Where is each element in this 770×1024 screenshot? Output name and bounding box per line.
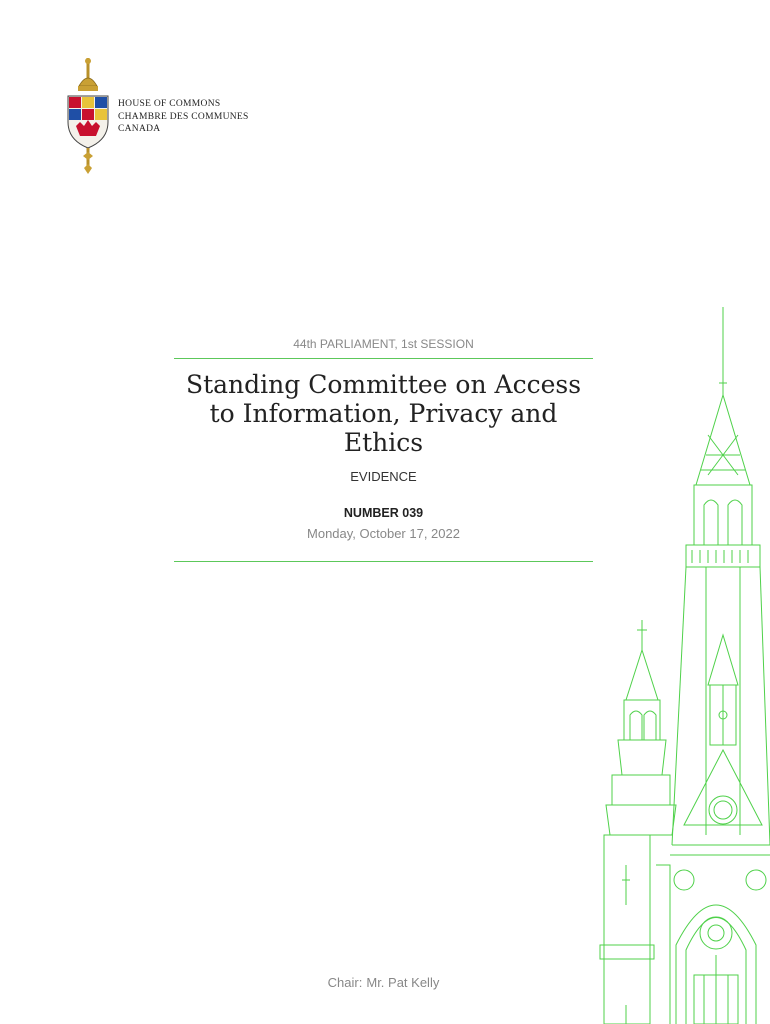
top-divider: [174, 358, 593, 359]
meeting-number: NUMBER 039: [343, 506, 424, 520]
meeting-date: Monday, October 17, 2022: [307, 526, 460, 541]
org-line-french: CHAMBRE DES COMMUNES: [118, 111, 249, 122]
chair-line: [174, 975, 593, 990]
document-type: EVIDENCE: [350, 469, 417, 484]
house-of-commons-crest-icon: [66, 56, 110, 176]
chair-label: Chair:: [327, 975, 363, 990]
bottom-divider: [174, 561, 593, 562]
committee-title: Standing Committee on Access to Information, Privacy and Ethics: [185, 370, 582, 457]
org-line-english: HOUSE OF COMMONS: [118, 99, 221, 109]
org-line-country: CANADA: [118, 124, 161, 134]
session-label: 44th PARLIAMENT, 1st SESSION: [293, 337, 474, 351]
chair-name: Mr. Pat Kelly: [366, 975, 440, 990]
organization-name: [118, 98, 249, 136]
peace-tower-illustration: [596, 305, 770, 1024]
